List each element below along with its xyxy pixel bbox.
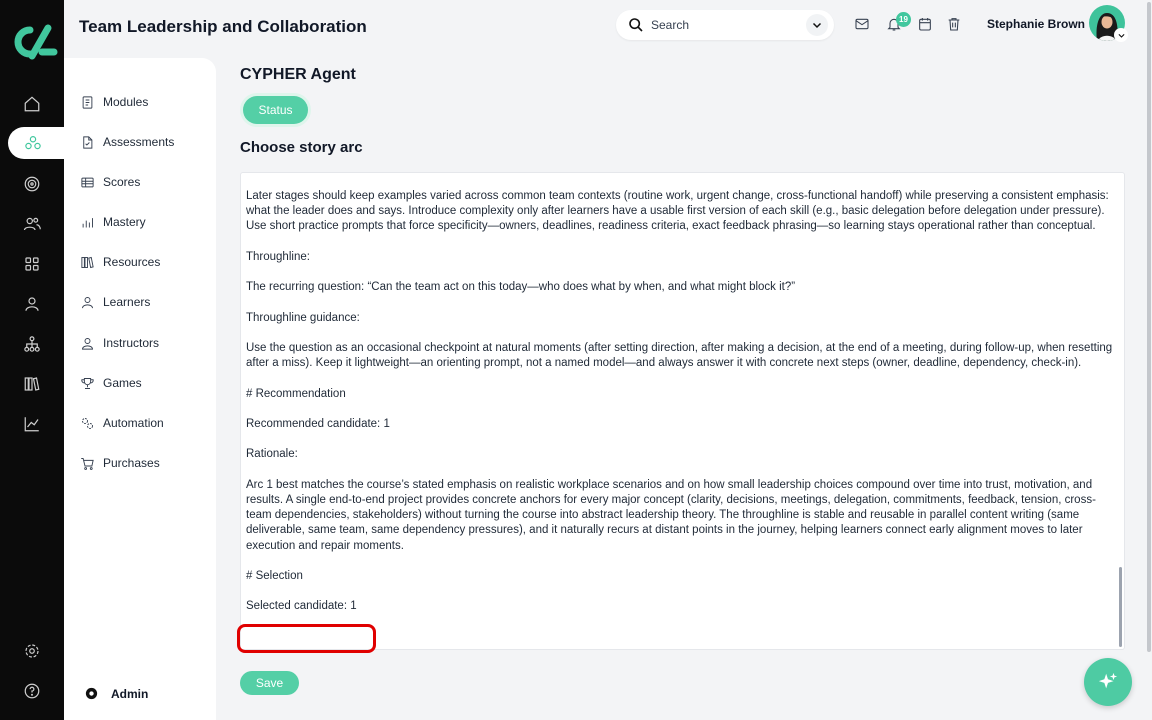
instructors-icon [80,336,95,351]
hierarchy-icon[interactable] [20,332,44,356]
resources-icon [80,255,95,270]
text-paragraph: # Recommendation [246,387,346,400]
purchases-icon [80,456,95,471]
mail-icon[interactable] [854,16,872,34]
users-icon[interactable] [20,212,44,236]
text-paragraph: Throughline: [246,250,310,263]
mastery-icon [80,215,95,230]
text-paragraph: The recurring question: “Can the team act on this today—who does what by when, and what might block it?” [246,281,796,294]
target-icon[interactable] [20,172,44,196]
story-arc-text[interactable] [246,189,1114,630]
sparkle-icon [1097,671,1119,693]
sidebar-item-games[interactable] [80,373,142,393]
sidebar-item-purchases[interactable] [80,453,160,473]
gear-icon [84,686,99,701]
sidebar-item-resources[interactable] [80,252,160,272]
chevron-down-icon[interactable] [806,14,828,36]
text-paragraph: Rationale: [246,448,298,461]
calendar-icon[interactable] [917,16,935,34]
sidebar-item-scores[interactable] [80,172,140,192]
chart-icon[interactable] [20,412,44,436]
sidebar-item-label: Instructors [103,336,160,350]
sidebar-item-label: Mastery [103,215,146,229]
sidebar-item-label: Assessments [103,135,175,149]
trash-icon[interactable] [946,16,964,34]
text-paragraph: Use the question as an occasional checkpoint at natural moments (after setting direction, after making a decision, at the end of a meeting, during follow-up, when resetting after a miss). Keep it lightweight—an orienting prompt, not a named model—and always answer it with concrete next steps (owner, deadline, dependency, check-in). [246,341,1113,370]
games-icon [80,376,95,391]
sidebar-item-instructors[interactable] [80,333,159,353]
icon-rail [0,0,64,720]
ai-assistant-button[interactable] [1084,658,1132,706]
sidebar-item-label: Automation [103,416,164,430]
search-input[interactable]: Search [651,18,690,32]
search-icon [628,17,644,33]
notification-badge: 19 [896,12,911,27]
automation-icon [80,416,95,431]
text-paragraph: Later stages should keep examples varied across common team contexts (routine work, urgent change, cross-functional handoff) while preserving a consistent emphasis: what the leader does and says. Introduce complexity only after learners have a usable first version of each skill (e.g., basic delegation before delegation under pressure). Use short practice prompts that force specificity—owners, deadlines, readiness criteria, exact feedback phrasing—so learning stays operational rather than conceptual. [246,190,1109,233]
status-button[interactable]: Status [243,96,308,124]
sidebar-item-label: Resources [103,255,161,269]
section-title: Choose story arc [240,139,363,156]
sidebar-item-automation[interactable] [80,413,164,433]
page-title: Team Leadership and Collaboration [79,17,367,36]
sidebar-item-modules[interactable] [80,92,148,112]
settings-icon[interactable] [20,639,44,663]
sidebar [64,58,216,720]
network-icon [24,134,42,152]
selection-highlight [237,624,376,653]
text-paragraph: # Selection [246,569,303,582]
save-button[interactable]: Save [240,671,299,695]
story-arc-textarea[interactable] [240,172,1125,650]
home-icon[interactable] [20,92,44,116]
text-paragraph: Recommended candidate: 1 [246,417,390,430]
text-paragraph: Selected candidate: 1 [246,600,357,613]
admin-label: Admin [111,686,149,701]
sidebar-item-label: Modules [103,95,149,109]
modules-icon [80,95,95,110]
assessments-icon [80,135,95,150]
admin-link[interactable] [84,686,148,701]
page-scrollbar-thumb[interactable] [1147,2,1151,652]
library-icon[interactable] [20,372,44,396]
sidebar-item-label: Scores [103,175,141,189]
textarea-scrollbar[interactable] [1119,567,1122,647]
sidebar-item-label: Games [103,376,142,390]
user-icon[interactable] [20,292,44,316]
sidebar-item-mastery[interactable] [80,212,146,232]
grid-icon[interactable] [20,252,44,276]
logo-icon[interactable] [8,22,58,62]
scores-icon [80,175,95,190]
sidebar-item-label: Purchases [103,456,160,470]
page-scrollbar[interactable] [1146,0,1152,720]
help-icon[interactable] [20,679,44,703]
user-name[interactable]: Stephanie Brown [987,17,1086,31]
text-paragraph: Arc 1 best matches the course’s stated emphasis on realistic workplace scenarios and on how small leadership choices compound over time into trust, motivation, and results. A single end-to-end project provides concrete anchors for every major concept (clarity, decisions, meetings, delegation, commitments, feedback, tension, cross-team dependencies, stakeholders) without turning the course into abstract leadership theory. The throughline is stable and reusable in parallel content writing (same deliverable, same team, same dependency pressures), and it naturally recurs at distant points in the journey, helping learners connect early alignment moves to later execution and repair moments. [246,478,1096,552]
search-bar[interactable] [616,10,834,40]
sidebar-item-assessments[interactable] [80,132,174,152]
text-paragraph: Throughline guidance: [246,311,360,324]
sidebar-item-learners[interactable] [80,292,150,312]
agent-title: CYPHER Agent [240,66,356,83]
sidebar-item-label: Learners [103,295,151,309]
chevron-down-icon[interactable] [1114,28,1128,42]
learners-icon [80,295,95,310]
